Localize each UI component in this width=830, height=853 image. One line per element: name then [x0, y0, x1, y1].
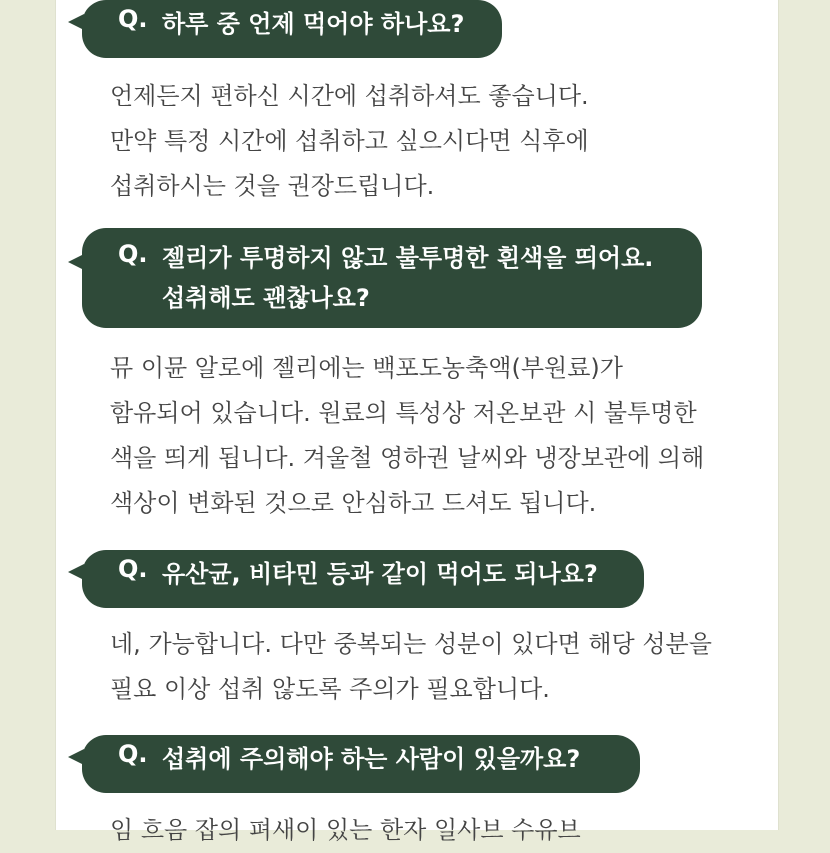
answer-line: 색상이 변화된 것으로 안심하고 드셔도 됩니다.: [110, 489, 597, 517]
q-label: Q.: [118, 5, 148, 33]
question-text: 젤리가 투명하지 않고 불투명한 흰색을 띄어요.: [162, 244, 654, 272]
faq-question-2: [82, 228, 702, 328]
faq-question-3: [82, 550, 644, 608]
faq-question-4: [82, 735, 640, 793]
faq-answer-1: [110, 74, 589, 209]
q-label: Q.: [118, 240, 148, 268]
answer-line: 함유되어 있습니다. 원료의 특성상 저온보관 시 불투명한: [110, 399, 697, 427]
q-label: Q.: [118, 555, 148, 583]
answer-line: 섭취하시는 것을 권장드립니다.: [110, 172, 435, 200]
bubble-tail: [68, 564, 84, 580]
answer-line: 네, 가능합니다. 다만 중복되는 성분이 있다면 해당 성분을: [110, 630, 712, 658]
answer-line: 임 흐음 잡의 펴새이 있는 한자 일사브 수유브: [110, 816, 581, 844]
answer-line: 언제든지 편하신 시간에 섭취하셔도 좋습니다.: [110, 82, 589, 110]
question-text: 유산균, 비타민 등과 같이 먹어도 되나요?: [162, 560, 598, 588]
faq-question-1: [82, 0, 502, 58]
q-label: Q.: [118, 740, 148, 768]
question-text: 섭취에 주의해야 하는 사람이 있을까요?: [162, 745, 581, 773]
faq-answer-2: [110, 346, 704, 526]
faq-answer-4: [110, 808, 581, 853]
question-text: 섭취해도 괜찮나요?: [162, 284, 370, 312]
answer-line: 색을 띄게 됩니다. 겨울철 영하권 날씨와 냉장보관에 의해: [110, 444, 705, 472]
faq-answer-3: [110, 622, 712, 712]
answer-line: 만약 특정 시간에 섭취하고 싶으시다면 식후에: [110, 127, 589, 155]
bubble-tail: [68, 14, 84, 30]
question-text: 하루 중 언제 먹어야 하나요?: [162, 10, 465, 38]
answer-line: 필요 이상 섭취 않도록 주의가 필요합니다.: [110, 675, 550, 703]
answer-line: 뮤 이뮨 알로에 젤리에는 백포도농축액(부원료)가: [110, 354, 623, 382]
bubble-tail: [68, 749, 84, 765]
bubble-tail: [68, 254, 84, 270]
